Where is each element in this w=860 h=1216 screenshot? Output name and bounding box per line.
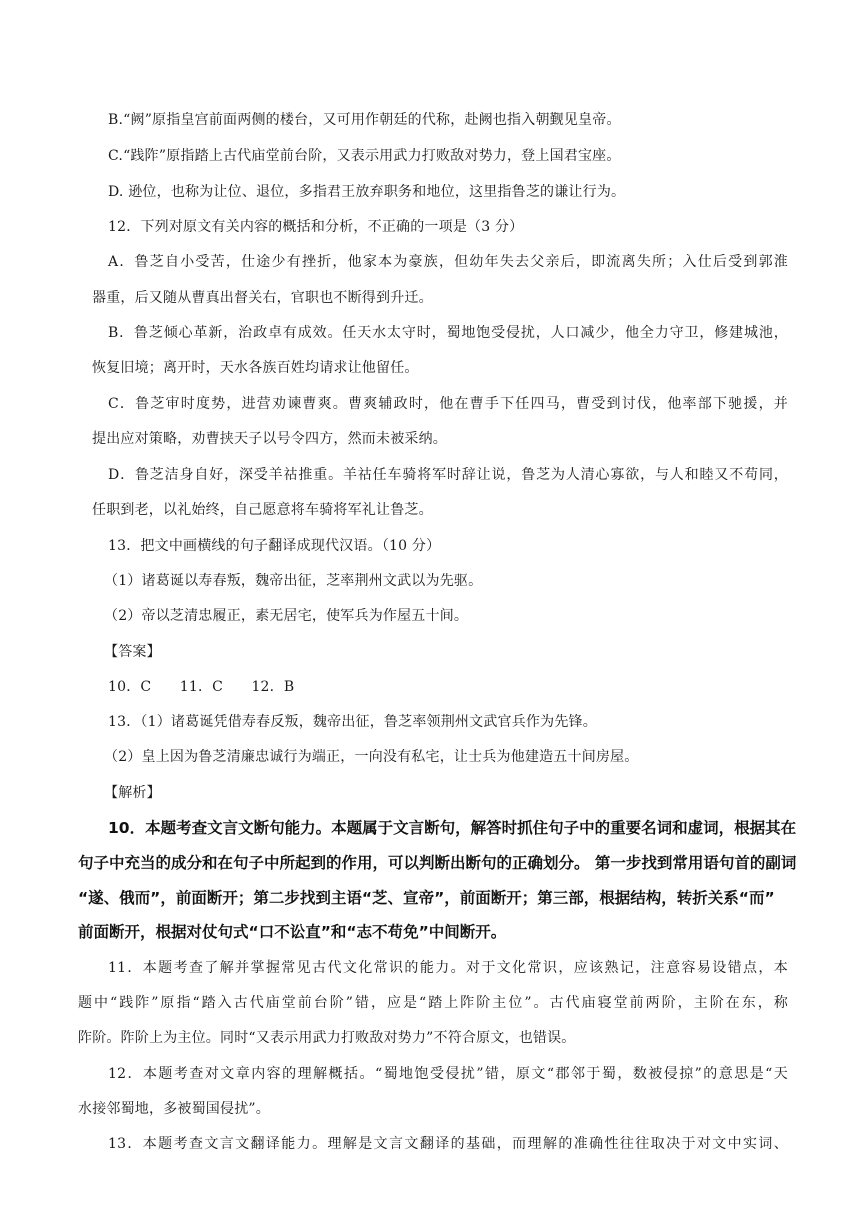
analysis-11-line-3: 阼阶。阼阶上为主位。同时“又表示用武力打败敌对势力”不符合原文，也错误。 (78, 1030, 576, 1046)
q12-option-a-line-1: A．鲁芝自小受苦，仕途少有挫折，他家本为豪族，但幼年失去父亲后，即流离失所；入仕后受到郭淮 (108, 254, 788, 270)
analysis-10-line-3: “遂、俄而”，前面断开；第二步找到主语“芝、宣帝”，前面断开；第三部，根据结构，转折关系“而” (78, 889, 775, 907)
q12-option-d-line-2: 任职到老，以礼始终，自己愿意将车骑将军礼让鲁芝。 (92, 502, 433, 518)
option-b-line: B.“阙”原指皇宫前面两侧的楼台，又可用作朝廷的代称，赴阙也指入朝觐见皇帝。 (108, 112, 621, 128)
analysis-13-line-1: 13．本题考查文言文翻译能力。理解是文言文翻译的基础，而理解的准确性往往取决于对文中实词、 (108, 1136, 788, 1152)
answer-choices: 10．C 11．C 12．B (108, 679, 295, 695)
q12-option-a-line-2: 器重，后又随从曹真出督关右，官职也不断得到升迁。 (92, 290, 433, 306)
q12-option-b-line-1: B．鲁芝倾心革新，治政卓有成效。任天水太守时，蜀地饱受侵扰，人口减少，他全力守卫，修建城池， (108, 325, 788, 341)
q12-option-c-line-2: 提出应对策略，劝曹挟天子以号令四方，然而未被采纳。 (92, 431, 447, 447)
option-d-line: D. 逊位，也称为让位、退位，多指君王放弃职务和地位，这里指鲁芝的谦让行为。 (108, 184, 626, 200)
q12-option-d-line-1: D．鲁芝洁身自好，深受羊祜推重。羊祜任车骑将军时辞让说，鲁芝为人清心寡欲，与人和睦又不苟同， (108, 467, 788, 483)
q13-sentence-1: （1）诸葛诞以寿春叛，魏帝出征，芝率荆州文武以为先驱。 (104, 573, 483, 589)
question-13-line: 13．把文中画横线的句子翻译成现代汉语。（10 分） (108, 538, 441, 554)
analysis-11-line-2: 题中“践阼”原指“踏入古代庙堂前台阶”错，应是“踏上阼阶主位”。古代庙寝堂前两阶，主阶在东，称 (78, 995, 788, 1011)
analysis-12-line-1: 12．本题考查对文章内容的理解概括。“蜀地饱受侵扰”错，原文“郡邻于蜀，数被侵掠”的意思是“天 (108, 1066, 788, 1082)
answer-heading: 【答案】 (104, 644, 161, 660)
question-12-line: 12．下列对原文有关内容的概括和分析，不正确的一项是（3 分） (108, 219, 524, 235)
q13-sentence-2: （2）帝以芝清忠履正，素无居宅，使军兵为作屋五十间。 (104, 608, 469, 624)
analysis-heading: 【解析】 (104, 785, 161, 801)
analysis-12-line-2: 水接邻蜀地，多被蜀国侵扰”。 (78, 1101, 270, 1117)
answer-13-2: （2）皇上因为鲁芝清廉忠诚行为端正，一向没有私宅，让士兵为他建造五十间房屋。 (104, 749, 639, 765)
analysis-10-line-4: 前面断开，根据对仗句式“口不讼直”和“志不苟免”中间断开。 (78, 923, 507, 941)
analysis-11-line-1: 11．本题考查了解并掌握常见古代文化常识的能力。对于文化常识，应该熟记，注意容易设错点，本 (108, 960, 788, 976)
q12-option-b-line-2: 恢复旧境；离开时，天水各族百姓均请求让他留任。 (92, 360, 419, 376)
analysis-10-line-1: 10．本题考查文言文断句能力。本题属于文言断句，解答时抓住句子中的重要名词和虚词，根据其在 (108, 819, 797, 837)
option-c-line: C.“践阼”原指踏上古代庙堂前台阶，又表示用武力打败敌对势力，登上国君宝座。 (108, 148, 621, 164)
q12-option-c-line-1: C．鲁芝审时度势，进营劝谏曹爽。曹爽辅政时，他在曹手下任四马，曹受到讨伐，他率部下驰援，并 (108, 396, 788, 412)
answer-13-1: 13．（1）诸葛诞凭借寿春反叛，魏帝出征，鲁芝率领荆州文武官兵作为先锋。 (108, 714, 597, 730)
analysis-10-line-2: 句子中充当的成分和在句子中所起到的作用，可以判断出断句的正确划分。 第一步找到常用语句首的副词 (78, 854, 797, 872)
